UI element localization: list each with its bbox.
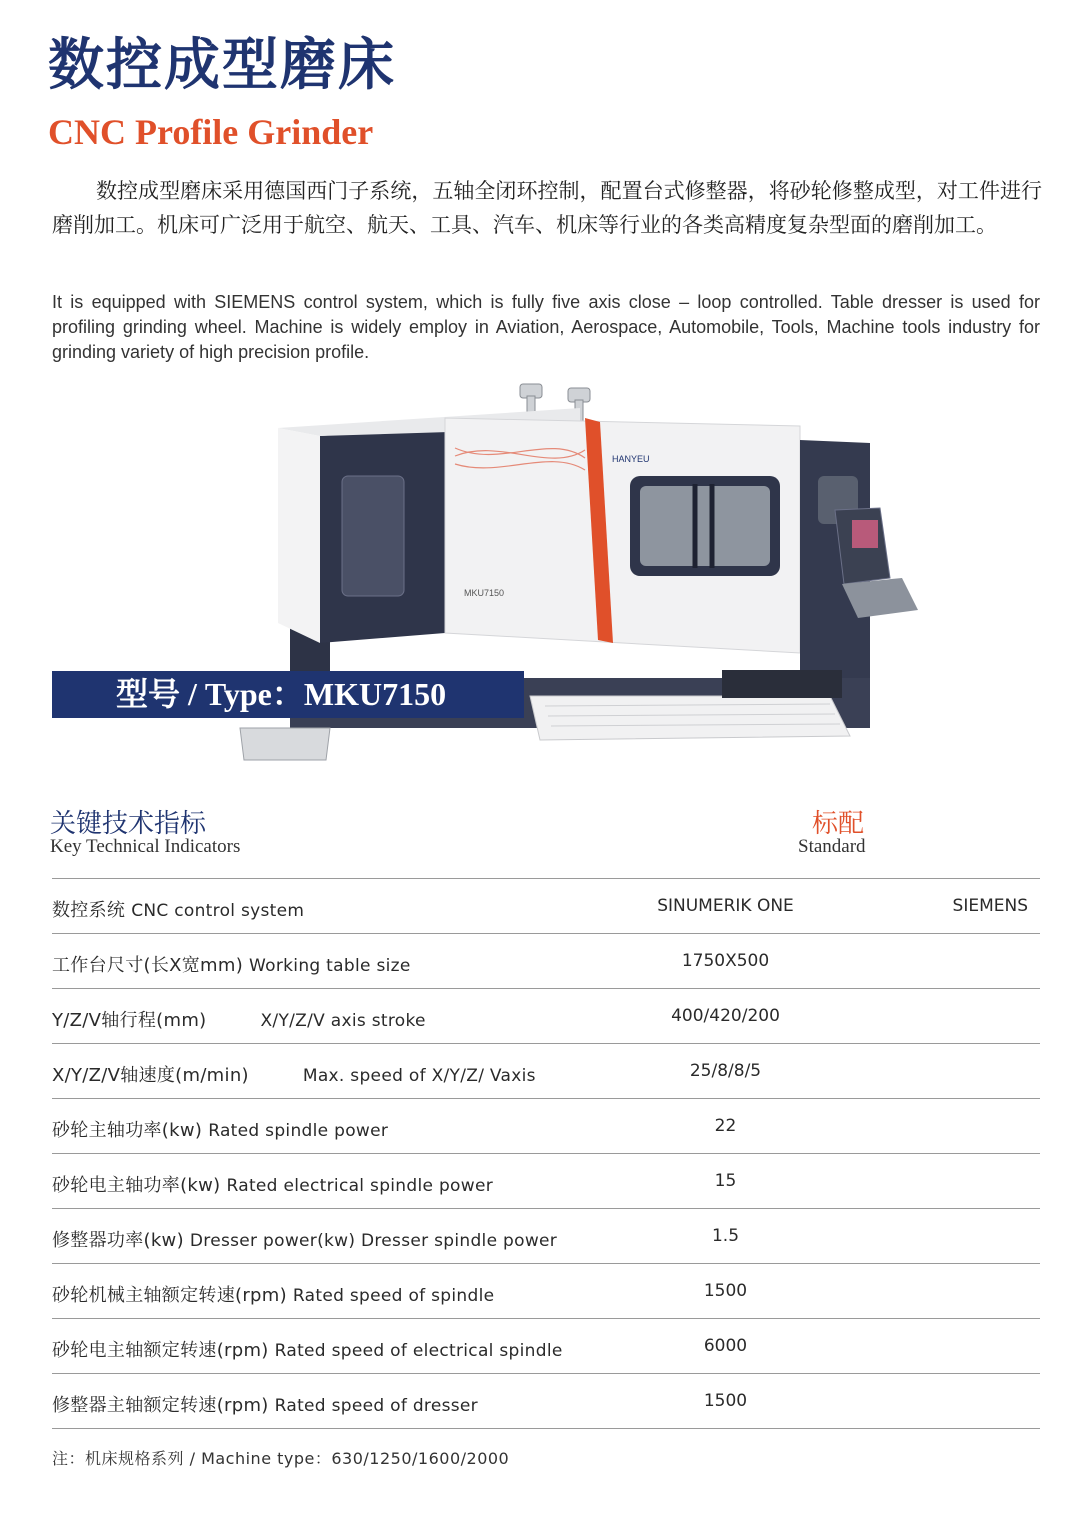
table-row	[52, 934, 1040, 989]
spec-label-cn: 工作台尺寸(长X宽mm)	[52, 955, 244, 976]
spec-label	[52, 1281, 494, 1307]
table-row	[52, 1154, 1040, 1209]
model-plate: MKU7150	[464, 588, 505, 598]
spec-label-en: Dresser power(kw) Dresser spindle power	[189, 1231, 558, 1251]
spec-label-en: Rated electrical spindle power	[226, 1176, 493, 1196]
table-row	[52, 1374, 1040, 1429]
spec-label-en: Rated speed of electrical spindle	[274, 1341, 563, 1361]
table-row	[52, 1264, 1040, 1319]
spec-label	[52, 1116, 388, 1142]
spec-label-en: Rated spindle power	[208, 1121, 389, 1141]
standard-heading-en: Standard	[798, 836, 866, 857]
spec-label-cn: 砂轮电主轴功率(kw)	[52, 1175, 221, 1196]
spec-label-cn: 砂轮主轴功率(kw)	[52, 1120, 203, 1141]
spec-label-cn: 砂轮电主轴额定转速(rpm)	[52, 1340, 269, 1361]
table-row	[52, 989, 1040, 1044]
spec-label	[52, 1336, 563, 1362]
spec-label-cn: X/Y/Z/V轴速度(m/min)	[52, 1065, 249, 1086]
spec-label-en: X/Y/Z/V axis stroke	[260, 1011, 426, 1031]
footnote: 注：机床规格系列 / Machine type：630/1250/1600/2000	[52, 1449, 510, 1468]
spec-label-en: Rated speed of spindle	[292, 1286, 495, 1306]
page-subtitle: CNC Profile Grinder	[48, 112, 374, 152]
spec-value: 25/8/8/5	[689, 1061, 762, 1081]
spec-label-en: CNC control system	[131, 901, 305, 921]
spec-label	[52, 1226, 557, 1252]
spec-label-en: Working table size	[249, 956, 411, 976]
spec-label-cn: 数控系统	[52, 900, 126, 921]
spec-value: 6000	[703, 1336, 748, 1356]
table-row	[52, 1319, 1040, 1374]
spec-label-en: Rated speed of dresser	[274, 1396, 478, 1416]
spec-label	[52, 1171, 493, 1197]
spec-value: 1500	[703, 1391, 748, 1411]
table-row	[52, 1099, 1040, 1154]
spec-value: 1500	[703, 1281, 748, 1301]
section-title-cn: 关键技术指标	[50, 809, 207, 839]
spec-value: 1750X500	[681, 951, 770, 971]
machine-illustration	[230, 378, 930, 778]
brand-logo: HANYEU	[612, 454, 650, 464]
description-cn: 数控成型磨床采用德国西门子系统，五轴全闭环控制，配置台式修整器，将砂轮修整成型，对工件进行磨削加工。机床可广泛用于航空、航天、工具、汽车、机床等行业的各类高精度复杂型面的磨削加工。	[52, 179, 1042, 237]
spec-label	[52, 1061, 536, 1087]
spec-label	[52, 1391, 478, 1417]
spec-value: 400/420/200	[671, 1006, 780, 1026]
description-en: It is equipped with SIEMENS control system, which is fully five axis close – loop controlled. Table dresser is used for profiling grinding wheel. Machine is widely employ in Aviation, Aerospace, Automobile, Tools, Machine tools industry for grinding variety of high precision profile.	[52, 292, 1040, 362]
standard-heading-cn: 标配	[812, 809, 865, 839]
spec-value: 22	[714, 1116, 737, 1136]
section-title-en: Key Technical Indicators	[50, 836, 241, 857]
table-row	[52, 879, 1040, 934]
spec-label-cn: 砂轮机械主轴额定转速(rpm)	[52, 1285, 287, 1306]
spec-table	[52, 878, 1040, 1429]
spec-label	[52, 896, 304, 922]
page-title: 数控成型磨床	[48, 33, 396, 98]
spec-label	[52, 1006, 426, 1032]
spec-label	[52, 951, 411, 977]
type-banner: 型号 / Type：MKU7150	[52, 671, 524, 718]
spec-value: 15	[714, 1171, 737, 1191]
spec-label-cn: 修整器主轴额定转速(rpm)	[52, 1395, 269, 1416]
table-row	[52, 1209, 1040, 1264]
spec-label-cn: 修整器功率(kw)	[52, 1230, 184, 1251]
spec-value: SINUMERIK ONE	[657, 896, 794, 916]
spec-label-cn: Y/Z/V轴行程(mm)	[52, 1010, 207, 1031]
table-row	[52, 1044, 1040, 1099]
spec-brand: SIEMENS	[952, 896, 1028, 916]
spec-label-en: Max. speed of X/Y/Z/ Vaxis	[302, 1066, 536, 1086]
spec-value: 1.5	[711, 1226, 740, 1246]
